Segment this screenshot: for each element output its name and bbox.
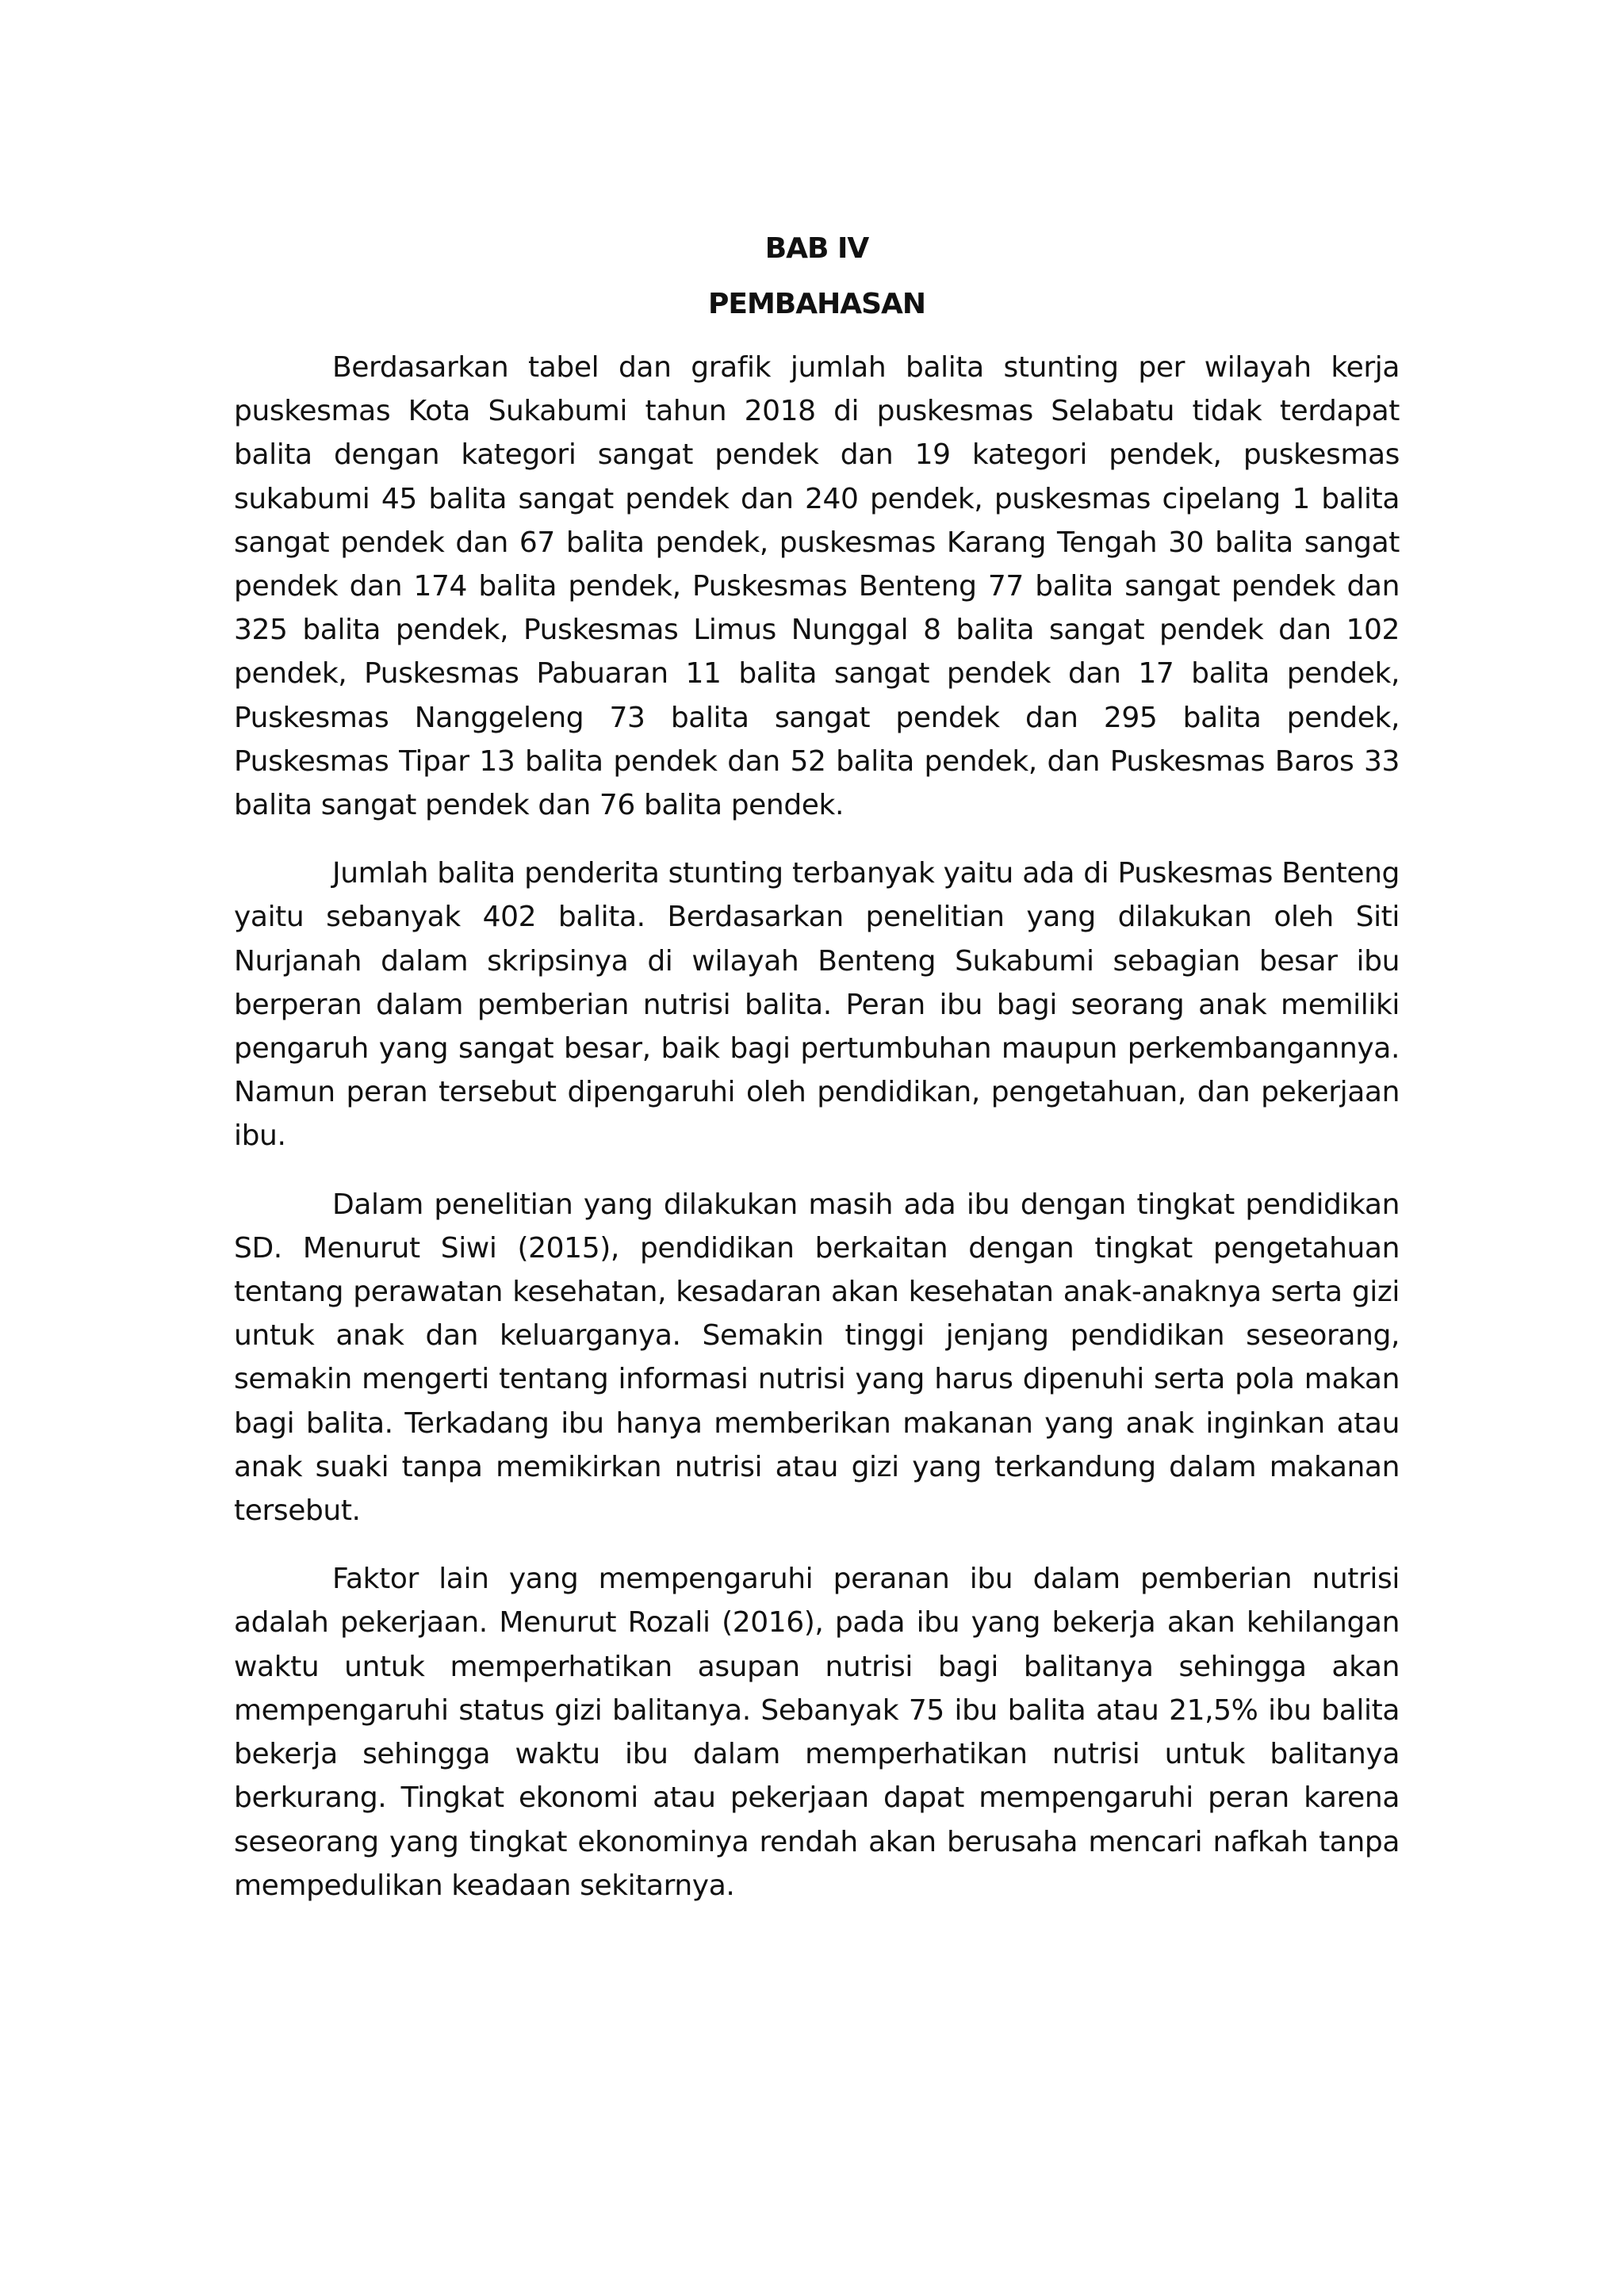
section-title: PEMBAHASAN (707, 288, 925, 320)
paragraph-1: Berdasarkan tabel dan grafik jumlah balita stunting per wilayah kerja puskesmas Kota Sukabumi tahun 2018 di puskesmas Selabatu tidak terdapat balita dengan kategori sangat pendek dan 19 kategori pendek, puskesmas sukabumi 45 balita sangat pendek dan 240 pendek, puskesmas cipelang 1 balita sangat pendek dan 67 balita pendek, puskesmas Karang Tengah 30 balita sangat pendek dan 174 balita pendek, Puskesmas Benteng 77 balita sangat pendek dan 325 balita pendek, Puskesmas Limus Nunggal 8 balita sangat pendek dan 102 pendek, Puskesmas Pabuaran 11 balita sangat pendek dan 17 balita pendek, Puskesmas Nanggeleng 73 balita sangat pendek dan 295 balita pendek, Puskesmas Tipar 13 balita pendek dan 52 balita pendek, dan Puskesmas Baros 33 balita sangat pendek dan 76 balita pendek. (234, 351, 1400, 822)
document-body (234, 232, 1400, 1908)
paragraph-4: Faktor lain yang mempengaruhi peranan ibu dalam pemberian nutrisi adalah pekerjaan. Menurut Rozali (2016), pada ibu yang bekerja akan kehilangan waktu untuk memperhatikan asupan nutrisi bagi balitanya sehingga akan mempengaruhi status gizi balitanya. Sebanyak 75 ibu balita atau 21,5% ibu balita bekerja sehingga waktu ibu dalam memperhatikan nutrisi untuk balitanya berkurang. Tingkat ekonomi atau pekerjaan dapat mempengaruhi peran karena seseorang yang tingkat ekonominya rendah akan berusaha mencari nafkah tanpa mempedulikan keadaan sekitarnya. (234, 1563, 1400, 1902)
paragraph-2: Jumlah balita penderita stunting terbanyak yaitu ada di Puskesmas Benteng yaitu sebanyak 402 balita. Berdasarkan penelitian yang dilakukan oleh Siti Nurjanah dalam skripsinya di wilayah Benteng Sukabumi sebagian besar ibu berperan dalam pemberian nutrisi balita. Peran ibu bagi seorang anak memiliki pengaruh yang sangat besar, baik bagi pertumbuhan maupun perkembangannya. Namun peran tersebut dipengaruhi oleh pendidikan, pengetahuan, dan pekerjaan ibu. (234, 857, 1400, 1153)
paragraph-3: Dalam penelitian yang dilakukan masih ada ibu dengan tingkat pendidikan SD. Menurut Siwi (2015), pendidikan berkaitan dengan tingkat pengetahuan tentang perawatan kesehatan, kesadaran akan kesehatan anak-anaknya serta gizi untuk anak dan keluarganya. Semakin tinggi jenjang pendidikan seseorang, semakin mengerti tentang informasi nutrisi yang harus dipenuhi serta pola makan bagi balita. Terkadang ibu hanya memberikan makanan yang anak inginkan atau anak suaki tanpa memikirkan nutrisi atau gizi yang terkandung dalam makanan tersebut. (234, 1188, 1400, 1528)
chapter-heading: BAB IV (764, 232, 869, 265)
